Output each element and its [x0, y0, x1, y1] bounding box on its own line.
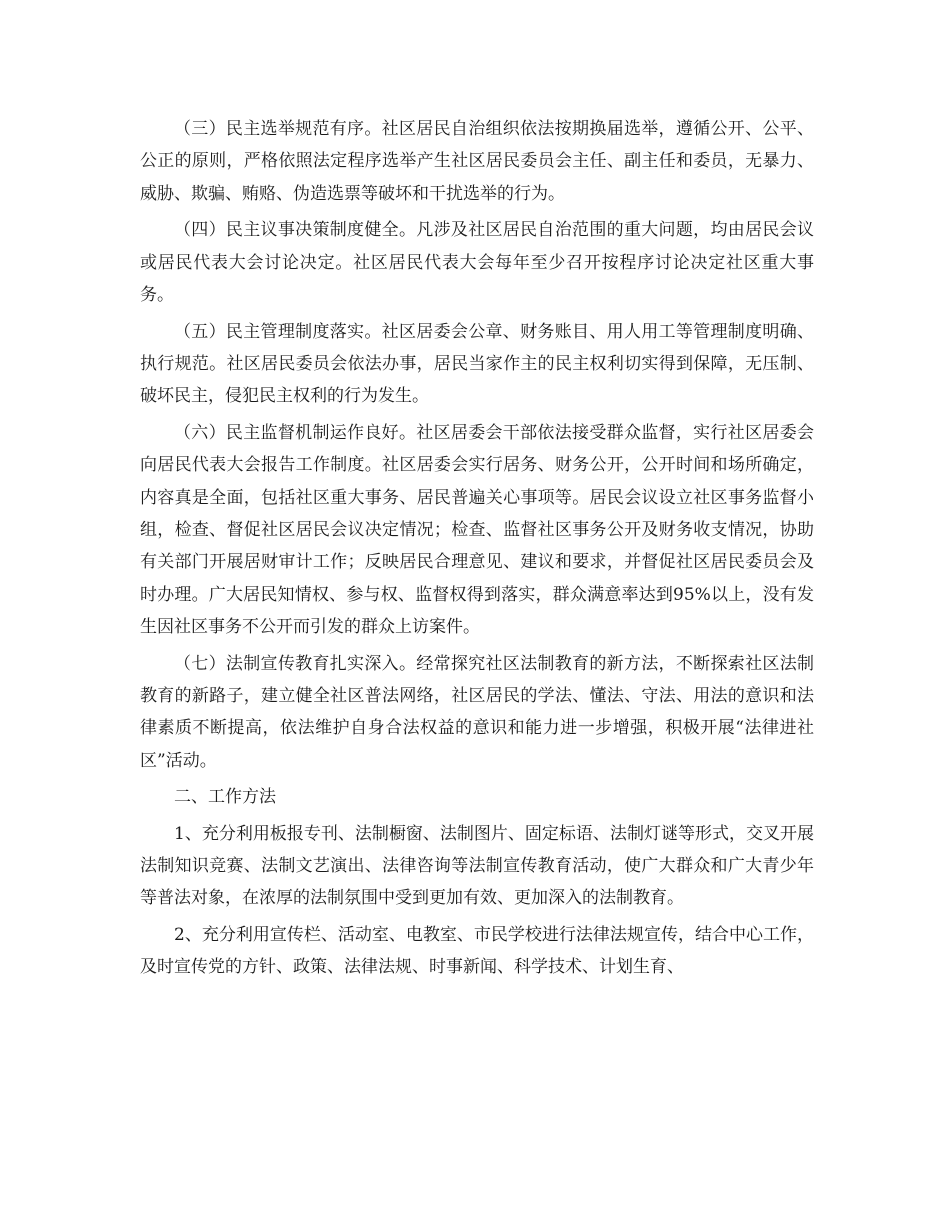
paragraph-legal-education: （七）法制宣传教育扎实深入。经常探究社区法制教育的新方法，不断探索社区法制教育的新路子，建立健全社区普法网络，社区居民的学法、懂法、守法、用法的意识和法律素质不断提高，依法维护自身合法权益的意识和能力进一步增强，积极开展“法律进社区”活动。: [140, 653, 814, 771]
paragraph-democratic-management: （五）民主管理制度落实。社区居委会公章、财务账目、用人用工等管理制度明确、执行规范。社区居民委员会依法办事，居民当家作主的民主权利切实得到保障，无压制、破坏民主，侵犯民主权利的行为发生。: [140, 321, 814, 407]
paragraph-democratic-election: （三）民主选举规范有序。社区居民自治组织依法按期换届选举，遵循公开、公平、公正的原则，严格依照法定程序选举产生社区居民委员会主任、副主任和委员，无暴力、威胁、欺骗、贿赂、伪造选票等破坏和干扰选举的行为。: [140, 119, 814, 204]
paragraph-method-1: 1、充分利用板报专刊、法制橱窗、法制图片、固定标语、法制灯谜等形式，交叉开展法制知识竞赛、法制文艺演出、法律咨询等法制宣传教育活动，使广大群众和广大青少年等普法对象，在浓厚的法制氛围中受到更加有效、更加深入的法制教育。: [140, 823, 814, 909]
paragraph-democratic-deliberation: （四）民主议事决策制度健全。凡涉及社区居民自治范围的重大问题，均由居民会议或居民代表大会讨论决定。社区居民代表大会每年至少召开按程序讨论决定社区重大事务。: [140, 220, 814, 305]
paragraph-method-2: 2、充分利用宣传栏、活动室、电教室、市民学校进行法律法规宣传，结合中心工作，及时宣传党的方针、政策、法律法规、时事新闻、科学技术、计划生育、: [140, 925, 814, 978]
section-heading-work-methods: 二、工作方法: [174, 787, 276, 808]
paragraph-democratic-supervision: （六）民主监督机制运作良好。社区居委会干部依法接受群众监督，实行社区居委会向居民代表大会报告工作制度。社区居委会实行居务、财务公开，公开时间和场所确定，内容真是全面，包括社区重大事务、居民普遍关心事项等。居民会议设立社区事务监督小组，检查、督促社区居民会议决定情况；检查、监督社区事务公开及财务收支情况，协助有关部门开展居财审计工作；反映居民合理意见、建议和要求，并督促社区居民委员会及时办理。广大居民知情权、参与权、监督权得到落实，群众满意率达到95%以上，没有发生因社区事务不公开而引发的群众上访案件。: [140, 423, 814, 637]
document-page: [140, 113, 814, 988]
